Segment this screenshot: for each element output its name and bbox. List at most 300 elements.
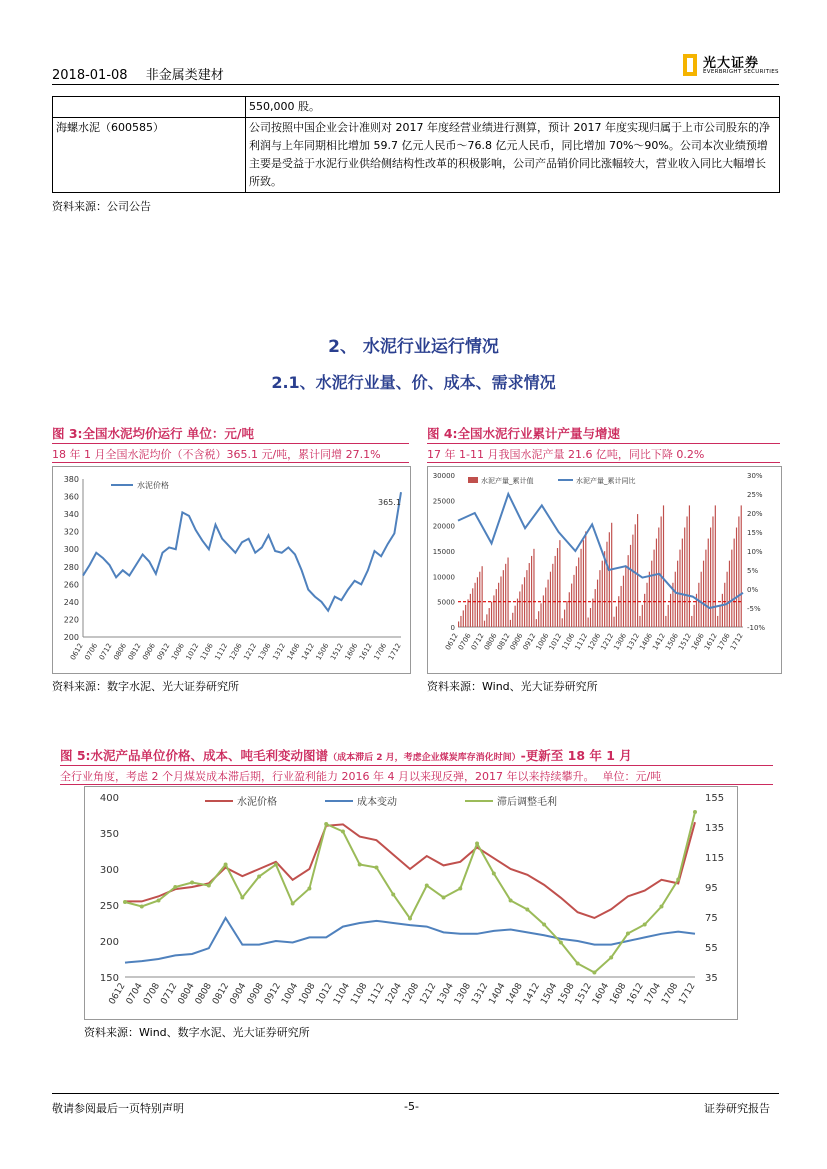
- fig4-bar-78: [642, 605, 643, 627]
- fig5-margin-line-point-8: [257, 875, 261, 879]
- fig5-legend-label-1: 成本变动: [357, 797, 397, 808]
- fig4-x-tick-3: 0806: [482, 632, 499, 652]
- fig4-bar-49: [573, 575, 574, 627]
- fig5-ytick-right-5: 135: [705, 823, 725, 834]
- fig3-ytick-7: 340: [63, 510, 79, 520]
- fig5-ytick-right-2: 75: [705, 913, 718, 924]
- footer-report-type: 证券研究报告: [704, 1102, 770, 1115]
- fig5-margin-line-point-6: [224, 863, 228, 867]
- fig4-x-tick-2: 0712: [469, 632, 486, 652]
- fig5-x-tick-22: 1404: [487, 981, 508, 1007]
- table-row: [53, 118, 780, 193]
- fig4-bar-7: [474, 583, 475, 627]
- fig4-ytick-right-0: -10%: [747, 624, 766, 632]
- fig3-x-tick-22: 1712: [386, 642, 403, 662]
- fig5-x-tick-16: 1204: [383, 981, 404, 1007]
- fig5-x-tick-19: 1304: [435, 981, 456, 1007]
- fig4-ytick-right-6: 20%: [747, 510, 763, 518]
- fig3-x-tick-14: 1312: [271, 642, 288, 662]
- page-number: -5-: [404, 1100, 419, 1113]
- fig4-bar-38: [548, 580, 549, 627]
- fig5-x-tick-20: 1308: [452, 981, 474, 1007]
- fig5-margin-line-point-1: [140, 905, 144, 909]
- fig4-x-tick-18: 1512: [677, 632, 693, 652]
- fig4-bar-50: [576, 566, 577, 627]
- fig5-x-tick-5: 0808: [193, 981, 214, 1007]
- fig4-bar-98: [689, 505, 690, 627]
- fig4-bar-110: [717, 616, 718, 627]
- fig4-bar-34: [538, 611, 539, 627]
- fig5-margin-line-point-22: [492, 872, 496, 876]
- fig4-ytick-right-3: 5%: [747, 567, 759, 575]
- fig3-annotation: 365.1: [378, 498, 401, 507]
- fig4-bar-66: [613, 617, 614, 627]
- fig4-ytick-left-5: 25000: [432, 497, 455, 506]
- fig4-bar-8: [477, 577, 478, 627]
- table-cell-text: 公司按照中国企业会计准则对 2017 年度经营业绩进行测算，预计 2017 年度实现归属于上市公司股东的净利润与上年同期相比增加 59.7 亿元人民币～76.8 亿元人民币，同比增加 70%～90%。公司本次业绩预增主要是受益于水泥行业供给侧结构性改革的积极影响，公司产品销价同比涨幅较大，营业收入同比大幅增长所致。: [246, 118, 780, 193]
- fig4-bar-117: [734, 539, 735, 627]
- fig3-ytick-5: 300: [63, 545, 79, 555]
- fig5-x-tick-1: 0704: [124, 981, 145, 1007]
- fig3-x-tick-1: 0706: [83, 642, 100, 662]
- fig5-x-tick-26: 1508: [556, 981, 577, 1007]
- fig4-bar-83: [653, 550, 654, 627]
- fig4-bar-22: [510, 620, 511, 627]
- fig4-legend-label-1: 水泥产量_累计同比: [576, 477, 636, 485]
- fig4-legend-label-0: 水泥产量_累计值: [481, 477, 534, 485]
- fig4-ytick-right-1: -5%: [747, 605, 761, 613]
- fig3-x-tick-15: 1406: [285, 642, 302, 662]
- fig5-margin-line-point-5: [207, 884, 211, 888]
- fig5-ytick-left-2: 250: [99, 901, 119, 912]
- fig5-x-tick-18: 1212: [418, 981, 439, 1007]
- header-rule: [52, 84, 779, 85]
- fig4-bar-0: [458, 621, 459, 627]
- fig4-x-tick-8: 1012: [547, 632, 564, 652]
- fig4-bar-96: [684, 528, 685, 627]
- fig5-x-tick-14: 1108: [349, 981, 370, 1007]
- fig4-bar-58: [595, 589, 596, 627]
- fig4-x-tick-7: 1006: [534, 632, 551, 652]
- fig5-x-tick-32: 1708: [660, 981, 681, 1007]
- fig4-bar-120: [741, 505, 742, 627]
- fig5-margin-line-point-27: [576, 962, 580, 966]
- fig5-x-tick-2: 0708: [142, 981, 163, 1007]
- fig3-x-tick-10: 1112: [213, 642, 230, 662]
- fig4-bar-65: [611, 523, 612, 627]
- fig5-ytick-left-1: 200: [99, 937, 119, 948]
- fig4-bar-111: [719, 605, 720, 627]
- fig4-bar-43: [559, 540, 560, 627]
- fig5-ytick-right-0: 35: [705, 973, 718, 984]
- fig5-x-tick-33: 1712: [677, 981, 698, 1007]
- fig3-x-tick-2: 0712: [97, 642, 114, 662]
- fig3-x-tick-21: 1706: [372, 642, 389, 662]
- fig5-margin-line-point-3: [173, 885, 177, 889]
- fig5-x-tick-23: 1408: [504, 981, 525, 1007]
- fig4-bar-33: [536, 619, 537, 627]
- fig3-x-tick-11: 1206: [227, 642, 244, 662]
- fig4-chart: [427, 466, 782, 674]
- fig3-ytick-6: 320: [63, 527, 79, 537]
- fig4-bar-11: [484, 621, 485, 627]
- fig4-bar-114: [727, 572, 728, 627]
- fig4-subtitle: 17 年 1-11 月我国水泥产量 21.6 亿吨，同比下降 0.2%: [427, 448, 705, 461]
- fig5-ytick-left-4: 350: [99, 829, 119, 840]
- fig5-x-tick-9: 0912: [262, 981, 284, 1007]
- fig3-ytick-1: 220: [63, 615, 79, 625]
- fig5-margin-line-point-24: [525, 908, 529, 912]
- fig3-x-tick-19: 1606: [343, 642, 360, 662]
- fig4-legend-swatch-0: [468, 477, 478, 483]
- fig4-bar-48: [571, 584, 572, 627]
- fig4-bar-119: [738, 516, 739, 627]
- fig5-margin-line-point-20: [458, 887, 462, 891]
- fig4-bar-30: [529, 563, 530, 627]
- fig4-bar-51: [578, 558, 579, 627]
- fig4-bar-54: [585, 531, 586, 627]
- fig5-x-tick-21: 1312: [470, 981, 491, 1007]
- fig4-bar-100: [694, 605, 695, 627]
- fig4-source: 资料来源：Wind、光大证券研究所: [427, 680, 598, 693]
- fig3-x-tick-5: 0906: [141, 642, 158, 662]
- fig4-bar-63: [606, 542, 607, 627]
- fig5-x-tick-12: 1012: [314, 981, 335, 1007]
- footer-disclaimer: 敬请参阅最后一页特别声明: [52, 1102, 184, 1115]
- fig5-subtitle: 全行业角度，考虑 2 个月煤炭成本滞后期，行业盈利能力 2016 年 4 月以来现反弹，2017 年以来持续攀升。 单位：元/吨: [60, 770, 662, 783]
- fig4-ytick-left-6: 30000: [432, 472, 455, 480]
- fig4-x-tick-11: 1206: [586, 632, 603, 652]
- fig3-x-tick-12: 1212: [242, 642, 259, 662]
- fig4-bar-42: [557, 548, 558, 627]
- fig3-x-tick-3: 0806: [112, 642, 129, 662]
- fig4-bar-82: [651, 561, 652, 627]
- fig4-bar-47: [569, 592, 570, 627]
- fig4-bar-88: [665, 616, 666, 627]
- fig5-x-tick-11: 1008: [297, 981, 318, 1007]
- fig4-bar-45: [564, 610, 565, 627]
- fig4-bar-90: [670, 594, 671, 627]
- fig5-margin-line-point-11: [307, 887, 311, 891]
- fig5-x-tick-31: 1704: [642, 981, 664, 1007]
- fig4-bar-41: [555, 556, 556, 627]
- fig5-margin-line-point-4: [190, 881, 194, 885]
- fig5-x-tick-4: 0804: [176, 981, 197, 1007]
- fig5-chart: [84, 786, 738, 1020]
- fig5-plot: [85, 787, 737, 1019]
- fig5-x-tick-29: 1608: [608, 981, 629, 1007]
- fig3-x-tick-8: 1012: [184, 642, 201, 662]
- fig4-bar-6: [472, 588, 473, 627]
- fig4-x-tick-19: 1606: [690, 632, 706, 652]
- fig4-ytick-left-3: 15000: [432, 548, 455, 556]
- fig3-series-line: [83, 492, 401, 611]
- fig5-margin-line-point-16: [391, 893, 395, 897]
- fig5-margin-line-point-30: [626, 932, 630, 936]
- fig3-x-tick-17: 1506: [314, 642, 331, 662]
- fig4-x-tick-12: 1212: [599, 632, 616, 652]
- header-date: 2018-01-08: [52, 68, 128, 83]
- fig4-ytick-right-4: 10%: [747, 548, 763, 556]
- fig5-price-line: [125, 822, 695, 918]
- fig4-bar-84: [656, 539, 657, 627]
- fig3-x-tick-4: 0812: [126, 642, 143, 662]
- fig3-x-tick-9: 1106: [198, 642, 215, 662]
- fig5-margin-line-point-21: [475, 842, 479, 846]
- fig5-margin-line-point-25: [542, 923, 546, 927]
- fig4-bar-95: [682, 539, 683, 627]
- header-section: 非金属类建材: [145, 68, 224, 83]
- fig5-ytick-right-6: 155: [705, 793, 725, 804]
- fig5-x-tick-28: 1604: [591, 981, 612, 1007]
- fig4-ytick-right-2: 0%: [747, 586, 759, 594]
- fig5-x-tick-27: 1512: [573, 981, 594, 1007]
- fig5-cost-line: [125, 918, 695, 963]
- fig3-ytick-8: 360: [63, 492, 79, 502]
- fig4-bar-69: [621, 586, 622, 627]
- fig4-x-tick-17: 1506: [664, 632, 680, 652]
- fig4-bar-20: [505, 564, 506, 627]
- fig4-x-tick-15: 1406: [638, 632, 655, 652]
- fig4-bar-32: [533, 549, 534, 627]
- fig4-bar-26: [519, 591, 520, 627]
- fig5-margin-line-point-31: [643, 923, 647, 927]
- fig5-x-tick-10: 1004: [280, 981, 301, 1007]
- fig4-bar-36: [543, 595, 544, 627]
- fig4-bar-27: [522, 584, 523, 627]
- fig4-bar-29: [526, 570, 527, 627]
- fig4-bar-75: [635, 524, 636, 627]
- fig5-margin-line-point-10: [291, 902, 295, 906]
- fig4-bar-52: [580, 549, 581, 627]
- fig4-bar-10: [482, 566, 483, 627]
- fig4-bar-35: [540, 603, 541, 627]
- fig5-margin-line-point-14: [358, 863, 362, 867]
- fig4-ytick-left-2: 10000: [432, 573, 455, 582]
- fig4-bar-40: [552, 564, 553, 627]
- fig5-x-tick-0: 0612: [107, 981, 128, 1007]
- fig5-margin-line-point-0: [123, 900, 127, 904]
- fig4-bar-21: [507, 558, 508, 627]
- fig3-source: 资料来源：数字水泥、光大证券研究所: [52, 680, 239, 693]
- fig4-bar-5: [470, 594, 471, 627]
- fig3-x-tick-20: 1612: [357, 642, 374, 662]
- footer-rule: [52, 1093, 779, 1094]
- fig3-plot: [53, 467, 410, 673]
- fig3-chart: [52, 466, 411, 674]
- fig4-ytick-right-5: 15%: [747, 529, 763, 537]
- fig4-bar-31: [531, 556, 532, 627]
- fig4-bar-55: [588, 618, 589, 627]
- brand-logo: [683, 52, 779, 80]
- fig4-bar-56: [590, 608, 591, 627]
- fig4-bar-80: [646, 583, 647, 627]
- fig5-margin-line-point-32: [659, 905, 663, 909]
- fig4-bar-105: [705, 550, 706, 627]
- table-cell: 550,000 股。: [246, 97, 780, 118]
- fig5-ytick-left-0: 150: [99, 973, 119, 984]
- fig5-margin-line-point-7: [240, 896, 244, 900]
- fig4-bar-79: [644, 594, 645, 627]
- fig4-bar-87: [663, 505, 664, 627]
- fig4-bar-74: [632, 535, 633, 627]
- fig4-x-tick-16: 1412: [651, 632, 668, 652]
- fig4-bar-23: [512, 613, 513, 627]
- fig4-ytick-right-7: 25%: [747, 491, 763, 499]
- fig4-x-tick-0: 0612: [443, 632, 460, 652]
- page-header: [52, 64, 238, 83]
- fig4-bar-64: [609, 532, 610, 627]
- fig4-bar-116: [731, 550, 732, 627]
- fig5-legend-label-0: 水泥价格: [237, 797, 277, 808]
- fig4-bar-44: [562, 618, 563, 627]
- announcement-table: [52, 96, 780, 193]
- fig5-x-tick-13: 1104: [332, 981, 353, 1007]
- fig3-ytick-9: 380: [63, 475, 79, 484]
- fig4-bar-67: [616, 606, 617, 627]
- fig5-x-tick-25: 1504: [539, 981, 560, 1007]
- fig3-x-tick-6: 0912: [155, 642, 172, 662]
- fig5-x-tick-17: 1208: [401, 981, 422, 1007]
- fig3-x-tick-13: 1306: [256, 642, 273, 662]
- fig4-title: 图 4:全国水泥行业累计产量与增速: [427, 426, 621, 441]
- fig5-margin-line-point-29: [609, 956, 613, 960]
- fig4-bar-112: [722, 594, 723, 627]
- subsection-title: 2.1、水泥行业量、价、成本、需求情况: [271, 373, 556, 392]
- fig5-margin-line-point-19: [442, 896, 446, 900]
- fig4-bar-62: [604, 551, 605, 627]
- fig5-x-tick-24: 1412: [522, 981, 543, 1007]
- fig5-ytick-left-5: 400: [99, 793, 119, 804]
- fig4-bar-59: [597, 580, 598, 627]
- fig4-bar-72: [628, 555, 629, 627]
- fig4-bar-102: [698, 583, 699, 627]
- fig5-x-tick-15: 1112: [366, 981, 387, 1007]
- table-cell-company: 海螺水泥（600585）: [53, 118, 246, 193]
- fig4-x-tick-10: 1112: [573, 632, 590, 652]
- fig4-bar-71: [625, 565, 626, 627]
- fig3-legend-label: 水泥价格: [137, 481, 169, 490]
- fig3-ytick-2: 240: [63, 597, 79, 607]
- fig3-title: 图 3:全国水泥均价运行 单位：元/吨: [52, 426, 254, 441]
- fig5-margin-line: [125, 812, 695, 973]
- table-row: [53, 97, 780, 118]
- fig4-bar-85: [658, 528, 659, 627]
- fig5-ytick-right-4: 115: [705, 853, 725, 864]
- fig5-margin-line-point-17: [408, 917, 412, 921]
- fig5-margin-line-point-34: [693, 810, 697, 814]
- fig5-source: 资料来源：Wind、数字水泥、光大证券研究所: [84, 1026, 310, 1039]
- fig4-bar-17: [498, 583, 499, 627]
- fig4-bar-109: [715, 505, 716, 627]
- fig4-bar-13: [489, 608, 490, 627]
- fig4-bar-39: [550, 572, 551, 627]
- fig4-x-tick-21: 1706: [715, 632, 732, 652]
- fig4-bar-108: [712, 516, 713, 627]
- fig4-x-tick-6: 0912: [521, 632, 538, 652]
- fig5-x-tick-3: 0712: [159, 981, 180, 1007]
- fig4-x-tick-22: 1712: [728, 632, 745, 652]
- fig5-x-tick-7: 0904: [228, 981, 249, 1007]
- fig5-ytick-right-1: 55: [705, 943, 718, 954]
- fig4-bar-81: [649, 572, 650, 627]
- fig4-bar-16: [496, 589, 497, 627]
- fig5-margin-line-point-12: [324, 822, 328, 826]
- fig4-bar-3: [465, 605, 466, 627]
- fig4-bar-106: [708, 539, 709, 627]
- fig5-x-tick-6: 0812: [211, 981, 232, 1007]
- fig5-margin-line-point-13: [341, 830, 345, 834]
- fig5-ytick-right-3: 95: [705, 883, 718, 894]
- fig4-bar-46: [566, 601, 567, 627]
- fig5-ytick-left-3: 300: [99, 865, 119, 876]
- fig4-bar-15: [493, 595, 494, 627]
- fig4-bar-77: [639, 616, 640, 627]
- fig4-ytick-left-4: 20000: [432, 522, 455, 531]
- fig4-bar-94: [679, 550, 680, 627]
- fig3-x-tick-7: 1006: [170, 642, 186, 662]
- fig5-title: 图 5:水泥产品单位价格、成本、吨毛利变动图谱（成本滞后 2 月，考虑企业煤炭库存消化时间）-更新至 18 年 1 月: [60, 748, 632, 763]
- fig4-bar-53: [583, 540, 584, 627]
- fig4-bar-2: [463, 610, 464, 627]
- fig4-bar-24: [515, 606, 516, 627]
- fig5-x-tick-30: 1612: [625, 981, 646, 1007]
- fig4-bar-14: [491, 602, 492, 627]
- fig4-bar-12: [486, 614, 487, 627]
- fig5-margin-line-point-9: [274, 863, 278, 867]
- section-title: 2、 水泥行业运行情况: [328, 337, 499, 357]
- fig4-bar-86: [661, 516, 662, 627]
- fig4-bar-68: [618, 596, 619, 627]
- fig5-margin-line-point-23: [509, 899, 513, 903]
- fig3-x-tick-16: 1412: [300, 642, 317, 662]
- fig4-bar-60: [599, 570, 600, 627]
- fig5-margin-line-point-2: [157, 899, 161, 903]
- fig3-ytick-0: 200: [63, 633, 79, 642]
- fig4-bar-92: [675, 572, 676, 627]
- fig4-bar-76: [637, 514, 638, 627]
- fig4-bar-57: [592, 599, 593, 627]
- fig4-x-tick-9: 1106: [560, 632, 577, 652]
- fig3-x-tick-18: 1512: [329, 642, 345, 662]
- fig4-x-tick-4: 0812: [495, 632, 512, 652]
- fig3-subtitle: 18 年 1 月全国水泥均价（不含税）365.1 元/吨，累计同增 27.1%: [52, 448, 381, 461]
- fig4-bar-73: [630, 545, 631, 627]
- fig4-ytick-right-8: 30%: [747, 472, 763, 480]
- fig4-x-tick-1: 0706: [456, 632, 473, 652]
- fig4-bar-115: [729, 561, 730, 627]
- fig4-bar-118: [736, 528, 737, 627]
- logo-en: EVERBRIGHT SECURITIES: [703, 69, 779, 75]
- fig4-bar-97: [686, 516, 687, 627]
- fig5-margin-line-point-18: [425, 884, 429, 888]
- fig4-plot: [428, 467, 781, 673]
- fig4-ytick-left-1: 5000: [437, 598, 455, 607]
- fig4-x-tick-5: 0906: [508, 632, 525, 652]
- fig4-bar-89: [668, 605, 669, 627]
- fig4-bar-25: [517, 599, 518, 627]
- fig3-x-tick-0: 0612: [68, 642, 85, 662]
- fig5-x-tick-8: 0908: [245, 981, 266, 1007]
- fig4-x-tick-14: 1312: [625, 632, 642, 652]
- fig5-margin-line-point-33: [676, 878, 680, 882]
- fig4-x-tick-20: 1612: [702, 632, 719, 652]
- fig5-margin-line-point-15: [374, 866, 378, 870]
- fig5-margin-line-point-26: [559, 941, 563, 945]
- fig4-bar-4: [467, 599, 468, 627]
- fig4-bar-107: [710, 528, 711, 627]
- logo-cn: 光大证券: [703, 56, 760, 71]
